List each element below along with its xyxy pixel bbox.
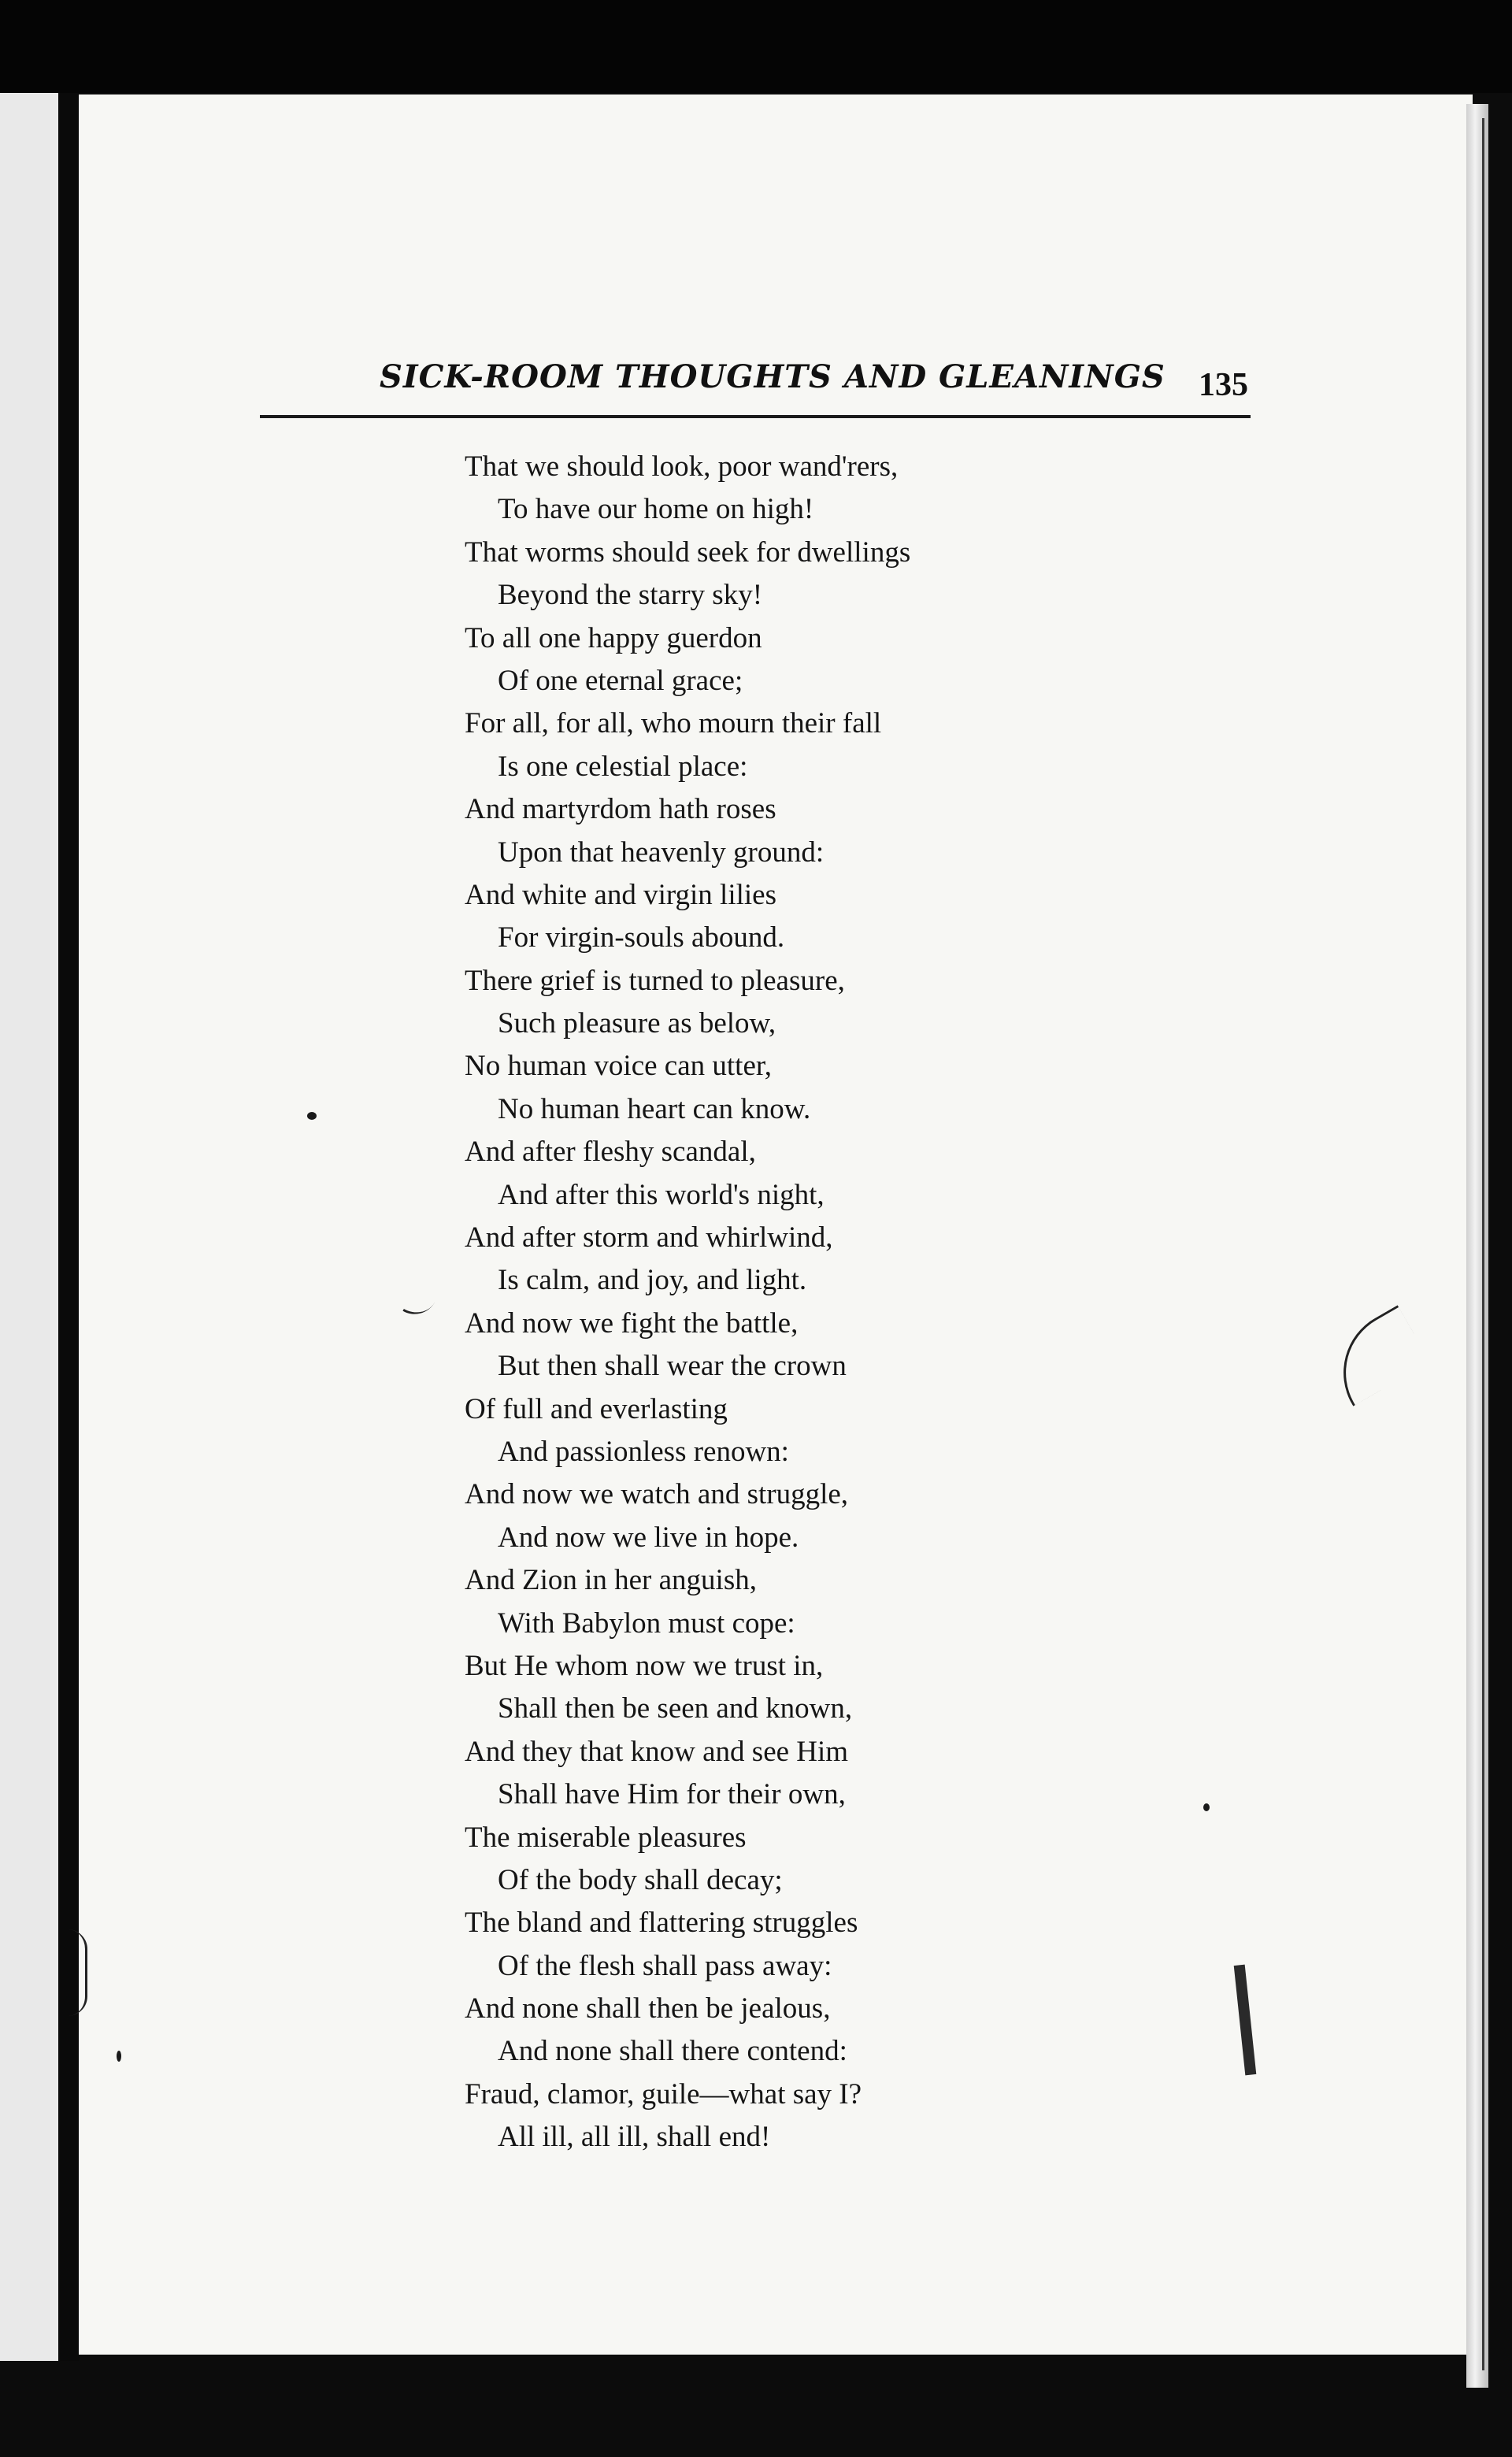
header-rule (260, 415, 1251, 418)
scan-speck (1203, 1803, 1210, 1811)
poem-line: Beyond the starry sky! (498, 579, 763, 612)
poem-line: To have our home on high! (498, 493, 814, 526)
gutter-shadow (58, 93, 79, 2361)
poem-line: And now we fight the battle, (465, 1306, 799, 1340)
scan-scratch (68, 1929, 87, 2016)
poem-line: That worms should seek for dwellings (465, 536, 911, 569)
poem-line: And after storm and whirlwind, (465, 1221, 833, 1254)
poem-line: No human heart can know. (498, 1092, 811, 1125)
page-number: 135 (1199, 367, 1248, 403)
poem-line: And none shall there contend: (498, 2035, 847, 2068)
poem-line: And none shall then be jealous, (465, 1992, 831, 2025)
poem-body (465, 446, 1252, 2159)
poem-line: And after fleshy scandal, (465, 1136, 756, 1169)
poem-line: All ill, all ill, shall end! (498, 2121, 771, 2154)
poem-line: Of one eternal grace; (498, 664, 743, 697)
poem-line: Shall then be seen and known, (498, 1692, 853, 1725)
poem-line: And passionless renown: (498, 1435, 789, 1468)
poem-line: That we should look, poor wand'rers, (465, 450, 899, 483)
poem-line: Is one celestial place: (498, 750, 748, 783)
page-edge-line (1482, 118, 1484, 2370)
scan-speck (307, 1112, 317, 1120)
running-head: SICK-ROOM THOUGHTS AND GLEANINGS (380, 358, 1166, 395)
poem-line: With Babylon must cope: (498, 1606, 795, 1640)
poem-line: Of the flesh shall pass away: (498, 1949, 832, 1982)
scan-top-border (0, 0, 1512, 93)
scan-speck (117, 2051, 121, 2062)
poem-line: But He whom now we trust in, (465, 1649, 824, 1682)
poem-line: Of the body shall decay; (498, 1863, 783, 1896)
poem-line: Upon that heavenly ground: (498, 836, 825, 869)
poem-line: To all one happy guerdon (465, 621, 762, 654)
poem-line: For all, for all, who mourn their fall (465, 707, 882, 740)
poem-line: The miserable pleasures (465, 1821, 747, 1854)
poem-line: Such pleasure as below, (498, 1007, 776, 1040)
poem-line: And now we live in hope. (498, 1521, 799, 1554)
poem-line: And martyrdom hath roses (465, 793, 776, 826)
poem-line: For virgin-souls abound. (498, 921, 785, 954)
poem-line: And after this world's night, (498, 1178, 825, 1211)
poem-line: The bland and flattering struggles (465, 1907, 858, 1940)
poem-line: And they that know and see Him (465, 1735, 849, 1768)
poem-line: But then shall wear the crown (498, 1350, 847, 1383)
poem-line: No human voice can utter, (465, 1050, 772, 1083)
poem-line: Shall have Him for their own, (498, 1778, 846, 1811)
poem-line: And Zion in her anguish, (465, 1564, 757, 1597)
poem-line: There grief is turned to pleasure, (465, 964, 845, 997)
poem-line: Is calm, and joy, and light. (498, 1264, 807, 1297)
page-edge-shadow (1466, 104, 1488, 2388)
poem-line: Of full and everlasting (465, 1392, 728, 1425)
poem-line: And white and virgin lilies (465, 878, 776, 911)
poem-line: And now we watch and struggle, (465, 1478, 849, 1511)
poem-line: Fraud, clamor, guile—what say I? (465, 2077, 862, 2110)
